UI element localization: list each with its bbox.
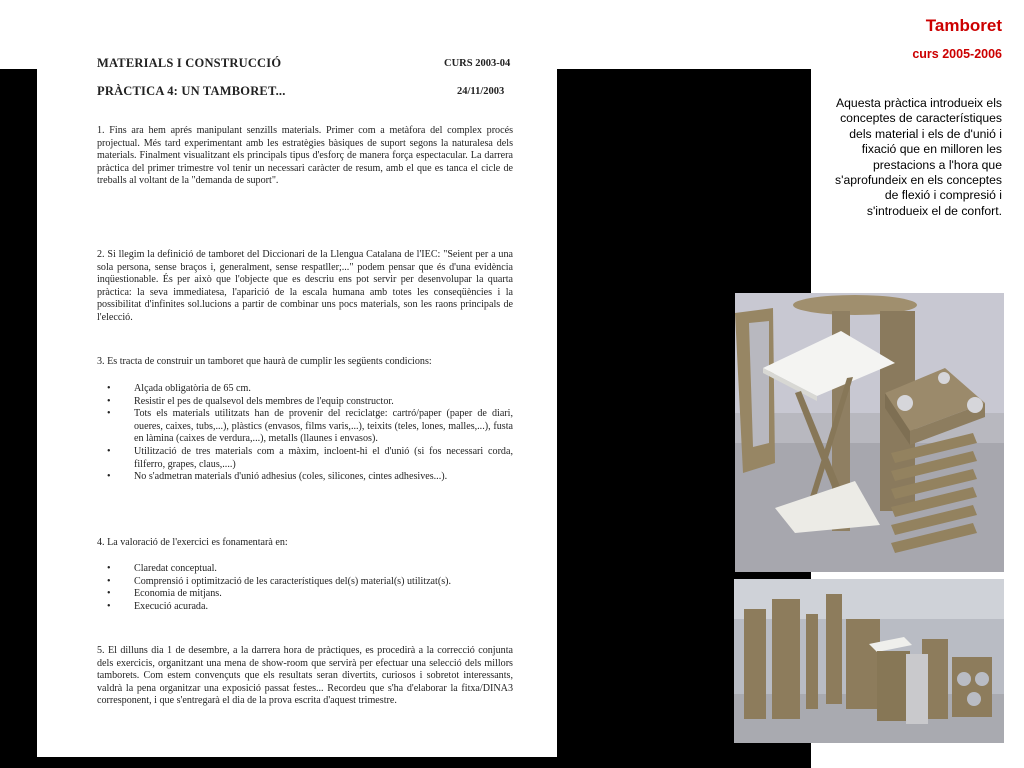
scanned-assignment-document (37, 43, 557, 757)
list-item: • Execució acurada. (107, 601, 513, 614)
list-item: • Comprensió i optimització de les característiques del(s) material(s) utilitzat(s). (107, 576, 513, 589)
slide-subtitle: curs 2005-2006 (912, 47, 1002, 61)
list-item: • Resistir el pes de qualsevol dels membres de l'equip constructor. (107, 396, 513, 409)
criteria-list (107, 563, 513, 613)
doc-paragraph-5: 5. El dilluns dia 1 de desembre, a la darrera hora de pràctiques, es procedirà a la correcció conjunta dels exercicis, organitzant una mena de show-room que servirà per efectuar una selecció dels millors tamborets. Com estem convençuts que els resultats seran divertits, curiosos i sobretot interessants, valdrà la pena organitzar una exposició passat festes... Recordeu que s'ha d'elaborar la fitxa/DINA3 corresponent, i que s'entregarà el dia de la prova escrita d'aquest trimestre. (97, 645, 513, 707)
slide-title: Tamboret (925, 16, 1002, 35)
doc-practice-title: PRÀCTICA 4: UN TAMBORET... (97, 84, 286, 98)
list-item: • Economia de mitjans. (107, 588, 513, 601)
stool-photo-closeup (735, 293, 1004, 572)
slide-description: Aquesta pràctica introdueix els conceptes de característiques dels material i els de d'unió i fixació que en milloren les prestacions a l'hora que s'aprofundeix en els conceptes de flexió i compresió i s'introdueix el de confort. (835, 96, 1002, 218)
doc-course-year: CURS 2003-04 (444, 58, 511, 69)
doc-paragraph-2: 2. Si llegim la definició de tamboret del Diccionari de la Llengua Catalana de l'IEC: "Seient per a una sola persona, sense braços i, generalment, sense respatller;..." podem pensar que és d'una evidència inqüestionable. És per això que l'objecte que es descriu ens pot servir per desenvolupar la quarta pràctica: la seva immediatesa, l'aparició de la escala humana amb totes les conseqüències i la possibilitat d'infinites sol.lucions a partir de combinar uns pocs materials, son les raons principals de l'elecció. (97, 249, 513, 323)
doc-paragraph-4: 4. La valoració de l'exercici es fonamentarà en: (97, 537, 288, 548)
list-item: • No s'admetran materials d'unió adhesius (coles, silicones, cintes adhesives...). (107, 471, 513, 484)
doc-paragraph-3: 3. Es tracta de construir un tamboret que haurà de cumplir les següents condicions: (97, 356, 432, 367)
list-item: • Claredat conceptual. (107, 563, 513, 576)
list-item: • Utilització de tres materials com a màxim, incloent-hi el d'unió (si fos necessari corda, filferro, grapes, claus,....) (107, 446, 513, 471)
list-item: • Alçada obligatòria de 65 cm. (107, 383, 513, 396)
stool-photo-exhibition (734, 579, 1004, 743)
doc-paragraph-1: 1. Fins ara hem aprés manipulant senzills materials. Primer com a metàfora del complex procés projectual. Més tard experimentant amb les estratègies bàsiques de suport segons la naturalesa dels materials. Finalment visualitzant els principals tipus d'esforç de manera força espectacular. La darrera pràctica del primer trimestre vol tenir un necessari caràcter de resum, amb el que es tanca el cicle de treballs al voltant de la "demanda de suport". (97, 125, 513, 187)
doc-course-title: MATERIALS I CONSTRUCCIÓ (97, 56, 282, 70)
doc-date: 24/11/2003 (457, 86, 505, 97)
list-item: • Tots els materials utilitzats han de provenir del reciclatge: cartró/paper (paper de diari, oueres, caixes, tubs,...), plàstics (envasos, films varis,...), teixits (teles, lones, malles,...), fusta en làmina (caixes de verdura,...), metalls (llaunes i envasos). (107, 408, 513, 446)
conditions-list (107, 383, 513, 484)
